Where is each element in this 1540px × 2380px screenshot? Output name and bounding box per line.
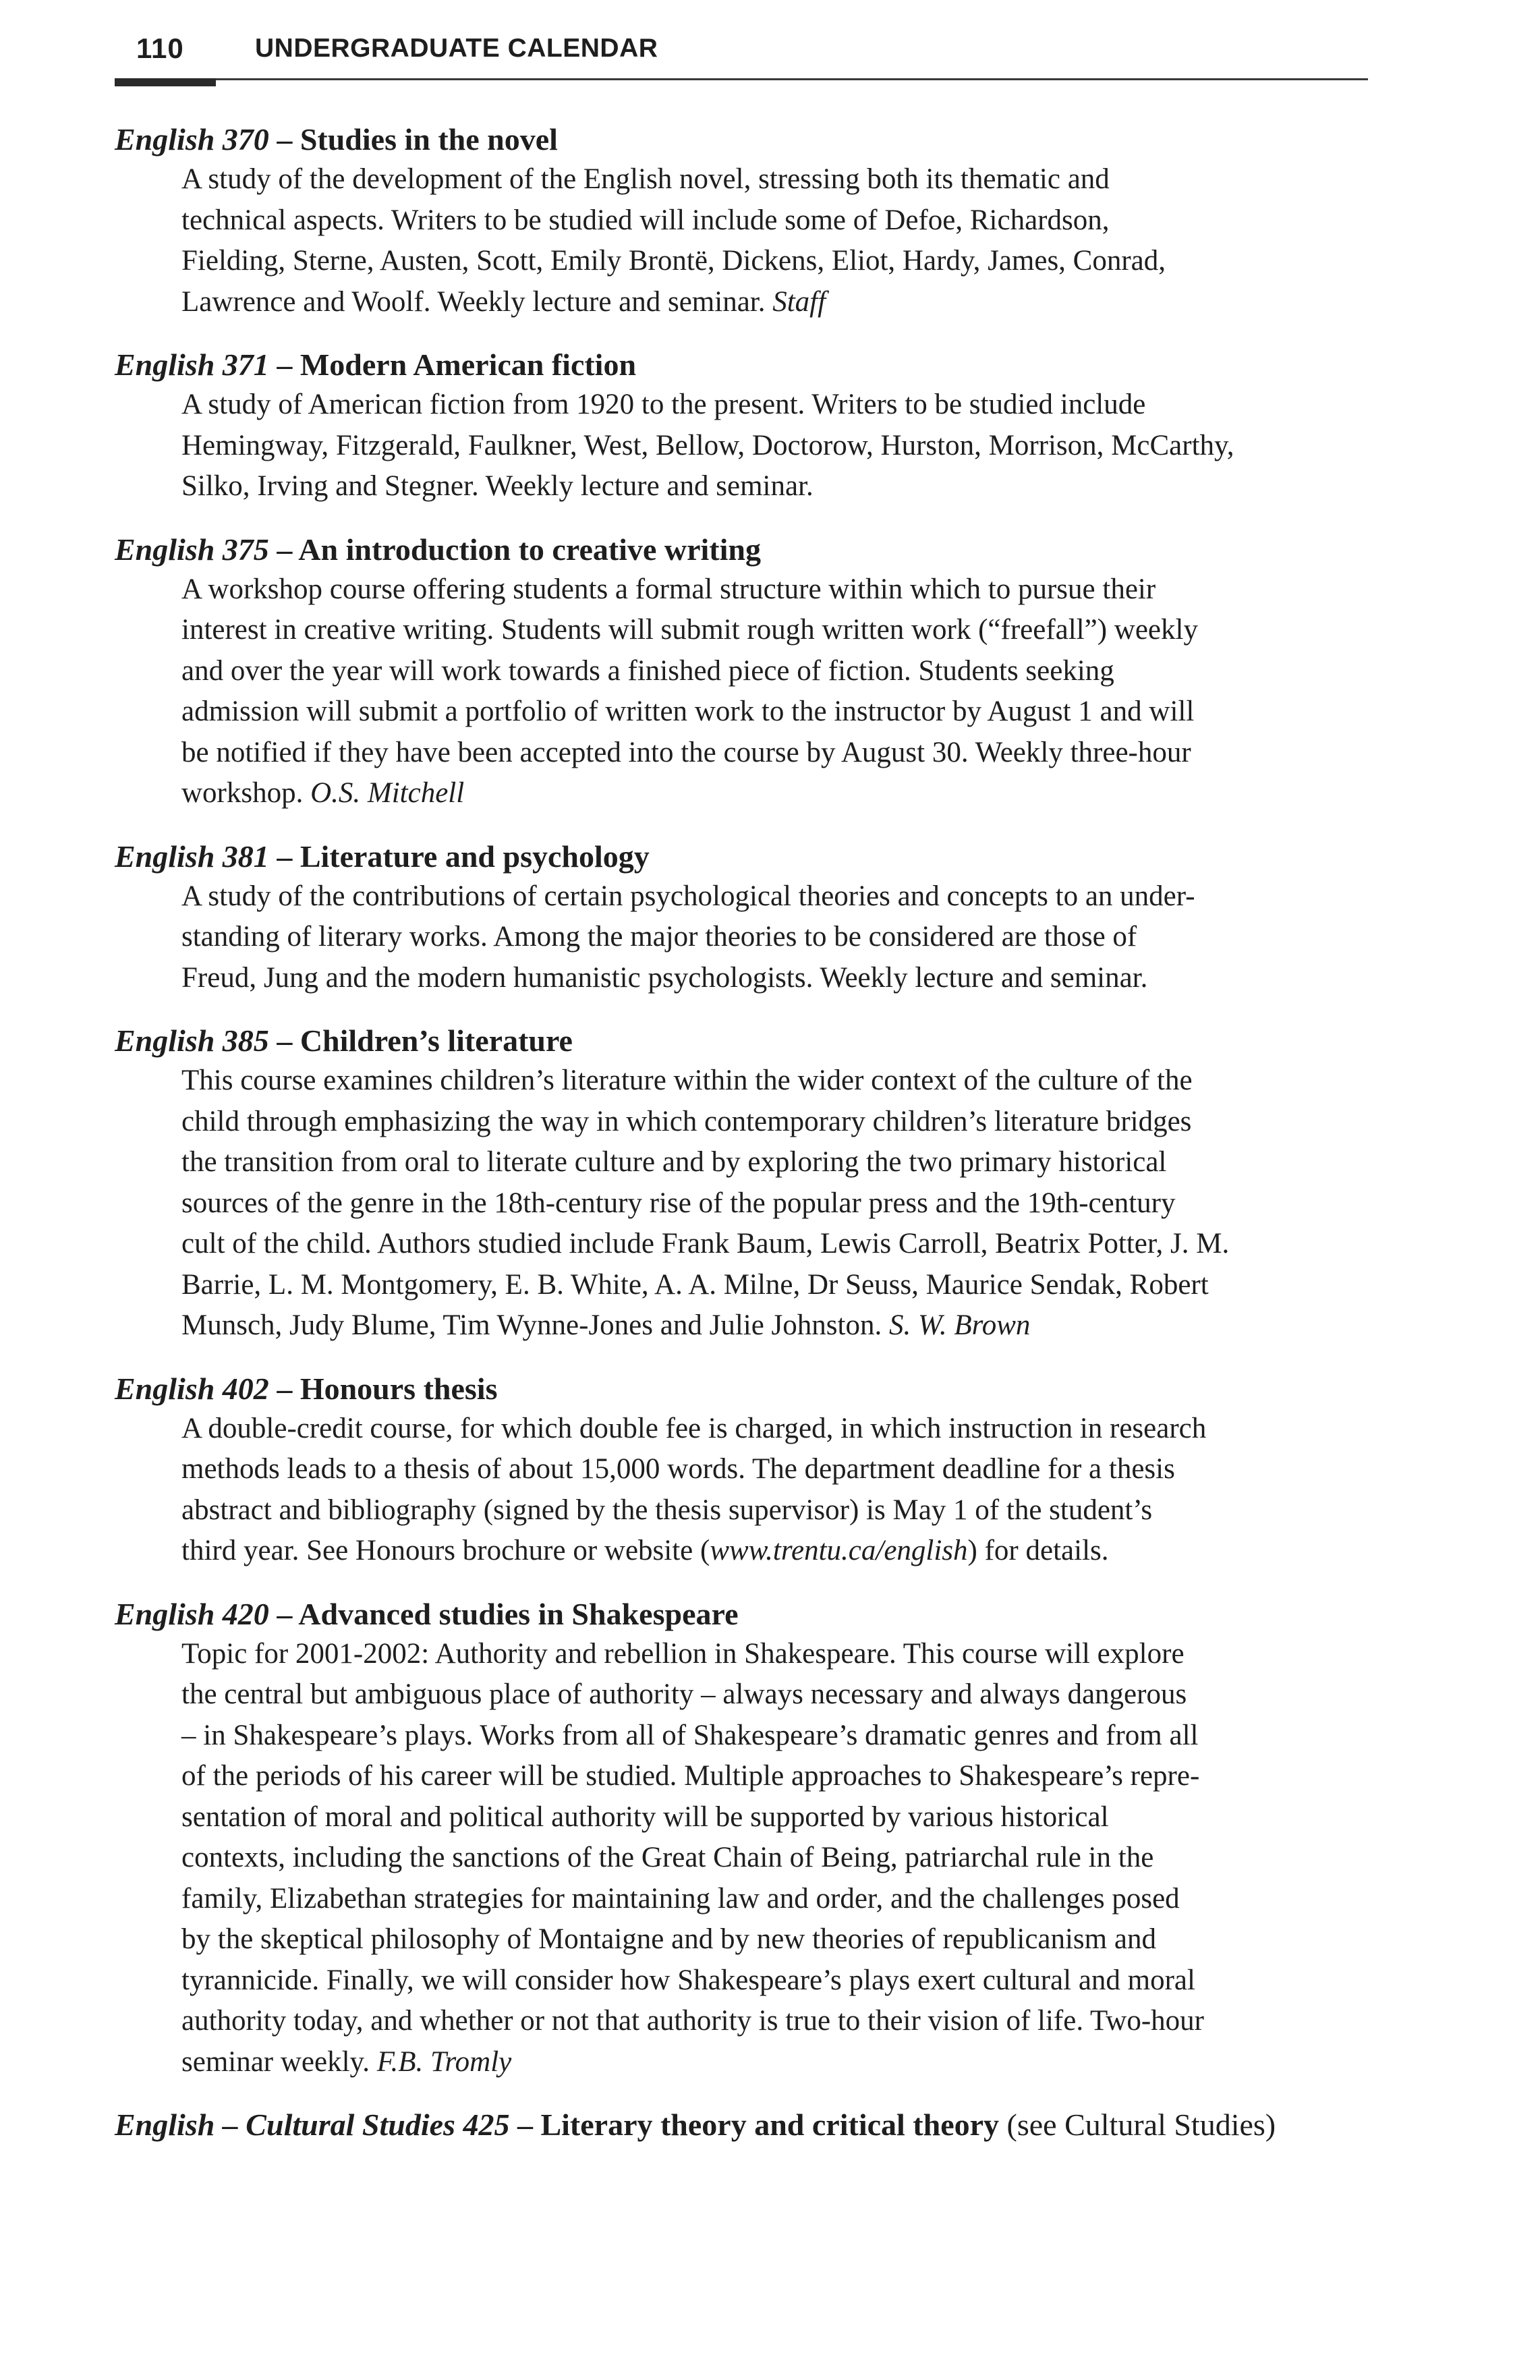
course-entry-english-381	[115, 837, 1369, 999]
description-line: family, Elizabethan strategies for maintaining law and order, and the challenges posed	[181, 1882, 1180, 1915]
description-line: tyrannicide. Finally, we will consider how Shakespeare’s plays exert cultural and moral	[181, 1964, 1195, 1996]
course-title: Advanced studies in Shakespeare	[298, 1596, 739, 1631]
course-code: English 371	[115, 347, 269, 382]
description-line: Fielding, Sterne, Austen, Scott, Emily Brontë, Dickens, Eliot, Hardy, James, Conrad,	[181, 245, 1166, 277]
description-line: child through emphasizing the way in which contemporary children’s literature bridges	[181, 1105, 1192, 1137]
course-title: Literary theory and critical theory	[540, 2107, 1000, 2142]
course-title: Honours thesis	[300, 1371, 498, 1406]
course-description	[181, 385, 1369, 507]
course-heading: English 402 – Honours thesis	[115, 1371, 498, 1406]
header-rule	[115, 78, 1368, 80]
course-entry-english-420	[115, 1595, 1369, 2083]
description-line: by the skeptical philosophy of Montaigne and by new theories of republicanism and	[181, 1923, 1156, 1955]
course-heading: English – Cultural Studies 425 – Literary theory and critical theory (see Cultural Studies)	[115, 2107, 1276, 2142]
course-description	[181, 1060, 1369, 1347]
description-line: be notified if they have been accepted into the course by August 30. Weekly three-hour	[181, 736, 1191, 768]
description-line: and over the year will work towards a finished piece of fiction. Students seeking	[181, 654, 1114, 687]
course-code: English – Cultural Studies 425	[115, 2107, 510, 2142]
description-line: admission will submit a portfolio of written work to the instructor by August 1 and will	[181, 696, 1195, 727]
description-line: workshop. O.S. Mitchell	[181, 777, 465, 809]
course-description	[181, 1409, 1369, 1572]
page-header	[115, 30, 1368, 96]
description-line: interest in creative writing. Students will submit rough written work (“freefall”) weekly	[181, 614, 1198, 646]
description-line: Hemingway, Fitzgerald, Faulkner, West, Bellow, Doctorow, Hurston, Morrison, McCarthy,	[181, 429, 1234, 461]
course-title: Literature and psychology	[300, 839, 650, 874]
course-heading: English 381 – Literature and psychology	[115, 839, 650, 874]
description-line: seminar weekly. F.B. Tromly	[181, 2045, 512, 2078]
course-description	[181, 1634, 1369, 2083]
description-line: the central but ambiguous place of authority – always necessary and always dangerous	[181, 1678, 1187, 1710]
course-list	[115, 120, 1369, 2145]
course-entry-english-371	[115, 345, 1369, 507]
description-line: A study of the contributions of certain psychological theories and concepts to an under-	[181, 880, 1195, 912]
course-title: Modern American fiction	[300, 347, 637, 382]
course-entry-english-402	[115, 1369, 1369, 1572]
course-entry-english-375	[115, 530, 1369, 814]
description-line: technical aspects. Writers to be studied will include some of Defoe, Richardson,	[181, 204, 1110, 236]
description-line: third year. See Honours brochure or website (www.trentu.ca/english) for details.	[181, 1535, 1109, 1566]
description-line: of the periods of his career will be studied. Multiple approaches to Shakespeare’s repre-	[181, 1760, 1200, 1792]
cross-reference-note: (see Cultural Studies)	[1006, 2107, 1276, 2142]
course-code: English 420	[115, 1596, 269, 1631]
course-description	[181, 876, 1369, 999]
course-entry-english-385	[115, 1021, 1369, 1347]
description-line: Barrie, L. M. Montgomery, E. B. White, A. A. Milne, Dr Seuss, Maurice Sendak, Robert	[181, 1268, 1209, 1301]
instructor-name: O.S. Mitchell	[310, 777, 465, 809]
description-line: abstract and bibliography (signed by the thesis supervisor) is May 1 of the student’s	[181, 1494, 1153, 1526]
instructor-name: F.B. Tromly	[376, 2045, 512, 2078]
description-line: A workshop course offering students a formal structure within which to pursue their	[181, 573, 1156, 605]
department-website-link[interactable]: www.trentu.ca/english	[710, 1535, 968, 1566]
description-line: A study of the development of the English novel, stressing both its thematic and	[181, 163, 1110, 195]
description-line: sentation of moral and political authority will be supported by various historical	[181, 1801, 1109, 1833]
description-line: Silko, Irving and Stegner. Weekly lecture and seminar.	[181, 470, 814, 502]
description-line: Freud, Jung and the modern humanistic psychologists. Weekly lecture and seminar.	[181, 961, 1148, 994]
course-entry-english-cultural-studies-425	[115, 2105, 1369, 2145]
course-title: Studies in the novel	[300, 122, 558, 157]
course-code: English 381	[115, 839, 269, 874]
course-heading: English 385 – Children’s literature	[115, 1023, 573, 1058]
description-line: Munsch, Judy Blume, Tim Wynne-Jones and Julie Johnston. S. W. Brown	[181, 1309, 1031, 1341]
course-code: English 370	[115, 122, 269, 157]
course-title: Children’s literature	[300, 1023, 573, 1058]
course-description	[181, 159, 1369, 322]
course-title: An introduction to creative writing	[298, 532, 761, 567]
running-head: UNDERGRADUATE CALENDAR	[255, 34, 658, 63]
instructor-name: S. W. Brown	[888, 1309, 1031, 1341]
description-line: – in Shakespeare’s plays. Works from all of Shakespeare’s dramatic genres and from all	[181, 1719, 1199, 1751]
course-code: English 402	[115, 1371, 269, 1406]
course-heading: English 371 – Modern American fiction	[115, 347, 637, 382]
description-line: sources of the genre in the 18th-century rise of the popular press and the 19th-century	[181, 1187, 1176, 1219]
course-code: English 375	[115, 532, 269, 567]
page-number: 110	[136, 32, 184, 64]
description-line: methods leads to a thesis of about 15,000 words. The department deadline for a thesis	[181, 1453, 1175, 1485]
description-line: cult of the child. Authors studied include Frank Baum, Lewis Carroll, Beatrix Potter, J. M.	[181, 1228, 1230, 1259]
course-heading: English 370 – Studies in the novel	[115, 122, 558, 157]
description-line: contexts, including the sanctions of the Great Chain of Being, patriarchal rule in the	[181, 1842, 1154, 1873]
course-description	[181, 569, 1369, 814]
description-line: the transition from oral to literate culture and by exploring the two primary historical	[181, 1146, 1167, 1178]
course-heading: English 420 – Advanced studies in Shakespeare	[115, 1596, 739, 1631]
course-code: English 385	[115, 1023, 269, 1058]
description-line: Topic for 2001-2002: Authority and rebellion in Shakespeare. This course will explore	[181, 1637, 1185, 1670]
course-heading: English 375 – An introduction to creative writing	[115, 532, 761, 567]
description-line: This course examines children’s literature within the wider context of the culture of the	[181, 1065, 1193, 1096]
instructor-name: Staff	[772, 285, 826, 318]
description-line: A double-credit course, for which double fee is charged, in which instruction in research	[181, 1412, 1207, 1444]
description-line: standing of literary works. Among the major theories to be considered are those of	[181, 921, 1137, 953]
header-rule-tab	[115, 78, 216, 86]
course-entry-english-370	[115, 120, 1369, 322]
description-line: A study of American fiction from 1920 to the present. Writers to be studied include	[181, 389, 1146, 420]
description-line: Lawrence and Woolf. Weekly lecture and seminar. Staff	[181, 285, 826, 318]
description-line: authority today, and whether or not that authority is true to their vision of life. Two-hour	[181, 2005, 1205, 2037]
